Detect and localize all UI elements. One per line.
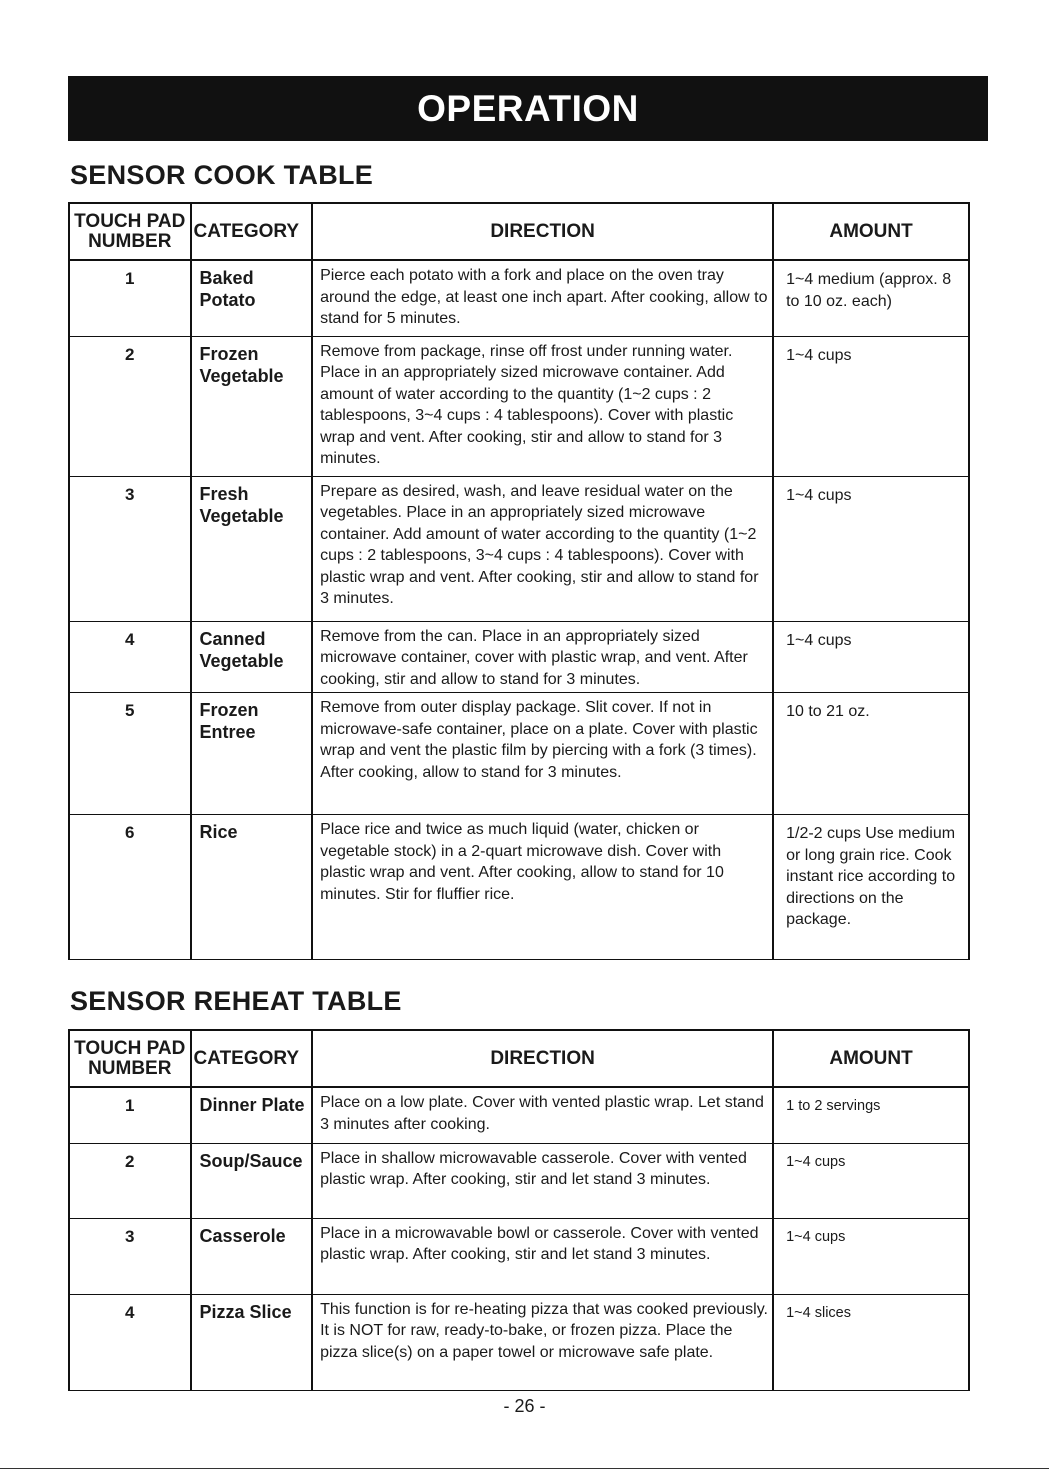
direction-text: Pierce each potato with a fork and place on the oven tray around the edge, at least one inch apart. After cooking, allow to stand for 5 minutes. [312,260,773,336]
touch-pad-number: 3 [69,1218,191,1294]
touch-pad-number: 4 [69,1294,191,1390]
page-banner: OPERATION [68,76,988,141]
sensor-reheat-title: SENSOR REHEAT TABLE [70,986,402,1016]
direction-text: Remove from outer display package. Slit cover. If not in microwave-safe container, place on a plate. Cover with plastic wrap and vent the plastic film by piercing with a fork (3 times). After cooking, allow to stand for 3 minutes. [312,693,773,815]
amount-text: 1~4 medium (approx. 8 to 10 oz. each) [773,260,969,336]
category-cell [191,693,313,815]
amount-text: 1 to 2 servings [773,1087,969,1143]
table-header-row [69,203,969,260]
direction-text: Place rice and twice as much liquid (water, chicken or vegetable stock) in a 2-quart microwave dish. Cover with plastic wrap and vent. After cooking, allow to stand for 10 minutes. Stir for fluffier rice. [312,815,773,960]
direction-text: This function is for re-heating pizza that was cooked previously. It is NOT for raw, ready-to-bake, or frozen pizza. Place the pizza slice(s) on a paper towel or microwave safe plate. [312,1294,773,1390]
table-row [69,1294,969,1390]
category-cell [191,336,313,476]
table-row [69,1087,969,1143]
header-amount: AMOUNT [773,1030,969,1087]
sensor-cook-title: SENSOR COOK TABLE [70,160,374,190]
amount-text: 1~4 cups [773,476,969,621]
touch-pad-number: 3 [69,476,191,621]
touch-pad-number: 2 [69,336,191,476]
amount-text: 10 to 21 oz. [773,693,969,815]
sensor-reheat-table [68,1029,970,1391]
bottom-rule [0,1468,1049,1469]
page-number: - 26 - [503,1396,546,1416]
category-cell [191,1218,313,1294]
header-category: CATEGORY [191,203,313,260]
category-label: Vegetable [199,505,284,526]
amount-text: 1~4 cups [773,1218,969,1294]
amount-text: 1~4 cups [773,336,969,476]
category-label: Vegetable [199,365,284,386]
table-row [69,693,969,815]
category-cell [191,1143,313,1218]
category-label: Entree [199,722,256,742]
table-row [69,260,969,336]
category-label: Rice [199,822,238,842]
header-amount: AMOUNT [773,203,969,260]
category-cell [191,621,313,693]
category-cell [191,260,313,336]
category-label: Frozen [199,343,259,364]
table-row [69,1218,969,1294]
table-row [69,621,969,693]
amount-text: 1~4 cups [773,621,969,693]
category-label: Soup/Sauce [199,1150,303,1171]
category-label: Potato [199,290,256,310]
touch-pad-number: 1 [69,260,191,336]
header-touch-pad: TOUCH PAD [74,1037,186,1059]
touch-pad-number: 6 [69,815,191,960]
category-label: Baked [199,268,254,288]
touch-pad-number: 1 [69,1087,191,1143]
header-number: NUMBER [88,1057,172,1079]
touch-pad-number: 4 [69,621,191,693]
direction-text: Place in a microwavable bowl or casserole. Cover with vented plastic wrap. After cooking, stir and let stand 3 minutes. [312,1218,773,1294]
header-touch-pad: TOUCH PAD [74,210,186,232]
table-header-row [69,1030,969,1087]
header-category: CATEGORY [191,1030,313,1087]
direction-text: Place in shallow microwavable casserole. Cover with vented plastic wrap. After cooking, stir and let stand 3 minutes. [312,1143,773,1218]
category-cell [191,815,313,960]
touch-pad-number: 2 [69,1143,191,1218]
category-cell [191,1087,313,1143]
amount-text: 1~4 cups [773,1143,969,1218]
header-number: NUMBER [88,230,172,252]
header-direction: DIRECTION [312,1030,773,1087]
table-row [69,336,969,476]
category-label: Pizza Slice [199,1301,292,1322]
direction-text: Place on a low plate. Cover with vented plastic wrap. Let stand 3 minutes after cooking. [312,1087,773,1143]
sensor-cook-table [68,202,970,960]
direction-text: Remove from the can. Place in an appropriately sized microwave container, cover with plastic wrap, and vent. After cooking, stir and allow to stand for 3 minutes. [312,621,773,693]
direction-text: Prepare as desired, wash, and leave residual water on the vegetables. Place in an appropriately sized microwave container. Add amount of water according to the quantity (1~2 cups : 2 tablespoons, 3~4 cups : 4 tablespoons). Cover with plastic wrap and vent. After cooking, stir and allow to stand for 3 minutes. [312,476,773,621]
header-touch-pad-number [69,203,191,260]
table-row [69,1143,969,1218]
category-label: Frozen [199,700,259,720]
header-touch-pad-number [69,1030,191,1087]
amount-text: 1/2-2 cups Use medium or long grain rice. Cook instant rice according to directions on the package. [773,815,969,960]
category-cell [191,476,313,621]
category-label: Dinner Plate [199,1095,305,1115]
category-label: Casserole [199,1225,286,1246]
table-row [69,815,969,960]
direction-text: Remove from package, rinse off frost under running water. Place in an appropriately sized microwave container. Add amount of water according to the quantity (1~2 cups : 2 tablespoons, 3~4 cups : 4 tablespoons). Cover with plastic wrap and vent. After cooking, stir and allow to stand for 3 minutes. [312,336,773,476]
amount-text: 1~4 slices [773,1294,969,1390]
header-direction: DIRECTION [312,203,773,260]
touch-pad-number: 5 [69,693,191,815]
table-row [69,476,969,621]
category-label: Vegetable [199,650,284,671]
category-label: Fresh [199,483,249,504]
category-label: Canned [199,628,266,649]
category-cell [191,1294,313,1390]
